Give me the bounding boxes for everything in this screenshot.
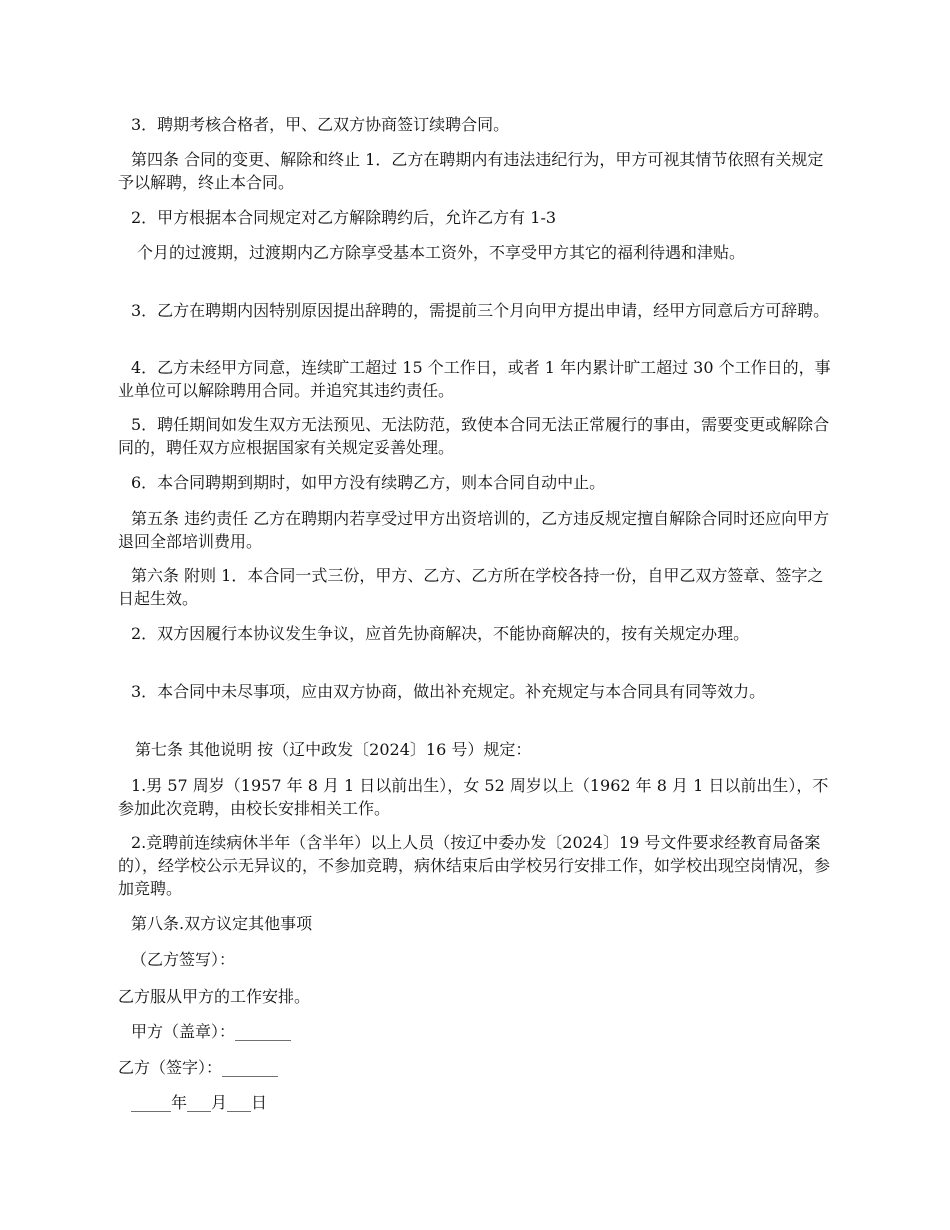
signature-date: _____年___月___日 — [131, 1093, 268, 1112]
paragraph-7: 5．聘任期间如发生双方无法预见、无法防范，致使本合同无法正常履行的事由，需要变更或解除合同的，聘任双方应根据国家有关规定妥善处理。 — [118, 415, 830, 457]
paragraph-8: 6．本合同聘期到期时，如甲方没有续聘乙方，则本合同自动中止。 — [131, 473, 606, 492]
signature-party-a: 甲方（盖章）：_______ — [131, 1022, 292, 1041]
paragraph-18: 乙方服从甲方的工作安排。 — [118, 987, 311, 1006]
paragraph-14: 1.男 57 周岁（1957 年 8 月 1 日以前出生），女 52 周岁以上（1962 年 8 月 1 日以前出生），不参加此次竞聘，由校长安排相关工作。 — [118, 776, 829, 818]
paragraph-4: 个月的过渡期，过渡期内乙方除享受基本工资外，不享受甲方其它的福利待遇和津贴。 — [137, 243, 746, 262]
paragraph-17: （乙方签写）： — [131, 950, 236, 969]
paragraph-12: 3．本合同中未尽事项，应由双方协商，做出补充规定。补充规定与本合同具有同等效力。 — [131, 682, 766, 701]
paragraph-2: 第四条 合同的变更、解除和终止 1．乙方在聘期内有违法违纪行为，甲方可视其情节依照有关规定予以解聘，终止本合同。 — [118, 150, 824, 192]
paragraph-6: 4．乙方未经甲方同意，连续旷工超过 15 个工作日，或者 1 年内累计旷工超过 30 个工作日的，事业单位可以解除聘用合同。并追究其违约责任。 — [118, 358, 831, 400]
paragraph-16: 第八条.双方议定其他事项 — [131, 914, 313, 933]
paragraph-15: 2.竞聘前连续病休半年（含半年）以上人员（按辽中委办发〔2024〕19 号文件要求经教育局备案的），经学校公示无异议的，不参加竞聘，病休结束后由学校另行安排工作，如学校出现空岗情况，参加竞聘。 — [118, 833, 831, 898]
paragraph-10: 第六条 附则 1．本合同一式三份，甲方、乙方、乙方所在学校各持一份，自甲乙双方签章、签字之日起生效。 — [118, 566, 824, 608]
paragraph-9: 第五条 违约责任 乙方在聘期内若享受过甲方出资培训的，乙方违反规定擅自解除合同时还应向甲方退回全部培训费用。 — [118, 509, 830, 551]
signature-party-b: 乙方（签字）：_______ — [118, 1058, 279, 1077]
paragraph-1: 3．聘期考核合格者，甲、乙双方协商签订续聘合同。 — [131, 115, 510, 134]
paragraph-3: 2．甲方根据本合同规定对乙方解除聘约后，允许乙方有 1-3 — [131, 208, 557, 227]
paragraph-5: 3．乙方在聘期内因特别原因提出辞聘的，需提前三个月向甲方提出申请，经甲方同意后方可辞聘。 — [131, 301, 830, 320]
paragraph-13: 第七条 其他说明 按（辽中政发〔2024〕16 号）规定： — [135, 740, 532, 759]
paragraph-11: 2．双方因履行本协议发生争议，应首先协商解决，不能协商解决的，按有关规定办理。 — [131, 624, 750, 643]
